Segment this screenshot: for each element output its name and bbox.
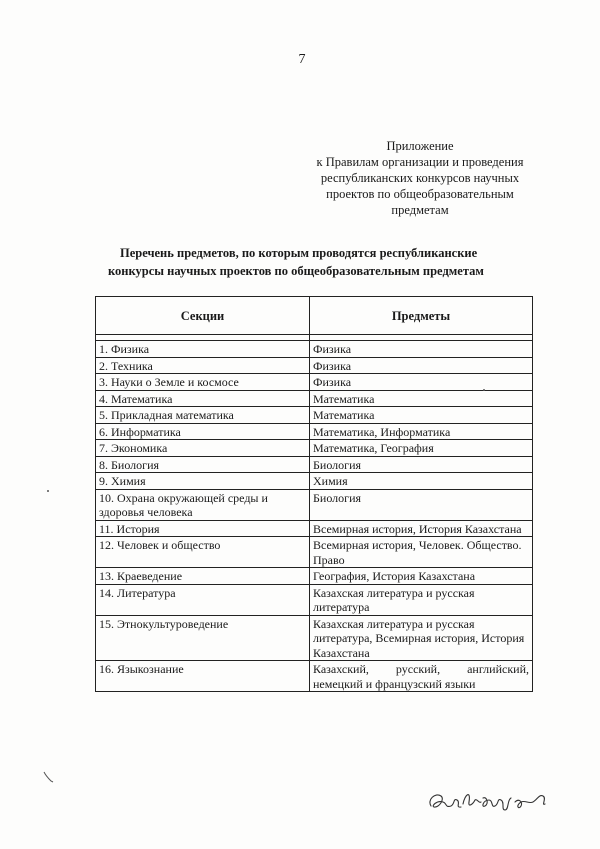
section-cell: 13. Краеведение [96, 568, 310, 585]
table-row [96, 341, 533, 358]
table-row [96, 390, 533, 407]
subjects-cell: Математика, Информатика [310, 423, 533, 440]
subjects-cell: География, История Казахстана [310, 568, 533, 585]
document-heading [60, 244, 560, 280]
table-header-row [96, 297, 533, 335]
subjects-cell: Биология [310, 489, 533, 520]
table-row [96, 520, 533, 537]
scan-dot [47, 490, 49, 492]
subjects-cell: Физика [310, 341, 533, 358]
table-row [96, 584, 533, 615]
table-row [96, 456, 533, 473]
appendix-note [290, 138, 550, 218]
subjects-cell: Физика [310, 357, 533, 374]
subjects-cell: Казахская литература и русская литература [310, 584, 533, 615]
scan-dot [483, 389, 485, 391]
table-row [96, 615, 533, 661]
appendix-line: к Правилам организации и проведения [316, 155, 524, 169]
table-row [96, 423, 533, 440]
section-cell: 4. Математика [96, 390, 310, 407]
subjects-cell: Математика [310, 390, 533, 407]
table-row [96, 357, 533, 374]
heading-line: Перечень предметов, по которым проводятся республиканские [120, 246, 478, 260]
section-cell: 8. Биология [96, 456, 310, 473]
column-header-subjects: Предметы [310, 297, 533, 335]
subjects-cell: Всемирная история, Человек. Общество. Право [310, 537, 533, 568]
subjects-cell: Казахский, русский, английский, немецкий и французский языки [310, 661, 533, 692]
table-row [96, 568, 533, 585]
subjects-cell: Математика, География [310, 440, 533, 457]
section-cell: 11. История [96, 520, 310, 537]
scan-mark [42, 770, 56, 784]
table-row [96, 473, 533, 490]
section-cell: 9. Химия [96, 473, 310, 490]
subjects-table [95, 296, 533, 692]
appendix-line: проектов по общеобразовательным [326, 187, 514, 201]
subjects-cell: Биология [310, 456, 533, 473]
table-row [96, 661, 533, 692]
subjects-cell: Казахская литература и русская литература, Всемирная история, История Казахстана [310, 615, 533, 661]
heading-line: конкурсы научных проектов по общеобразовательным предметам [108, 264, 484, 278]
appendix-line: предметам [391, 203, 449, 217]
appendix-line: Приложение [386, 139, 454, 153]
page-number: 7 [298, 52, 306, 67]
table-row [96, 407, 533, 424]
section-cell: 3. Науки о Земле и космосе [96, 374, 310, 391]
section-cell: 2. Техника [96, 357, 310, 374]
table-row [96, 440, 533, 457]
subjects-cell: Физика [310, 374, 533, 391]
table-row [96, 537, 533, 568]
section-cell: 12. Человек и общество [96, 537, 310, 568]
section-cell: 16. Языкознание [96, 661, 310, 692]
section-cell: 15. Этнокультуроведение [96, 615, 310, 661]
subjects-cell: Математика [310, 407, 533, 424]
section-cell: 6. Информатика [96, 423, 310, 440]
appendix-line: республиканских конкурсов научных [320, 171, 520, 185]
section-cell: 7. Экономика [96, 440, 310, 457]
section-cell: 1. Физика [96, 341, 310, 358]
table-row [96, 489, 533, 520]
handwritten-signature [425, 780, 555, 820]
subjects-cell: Всемирная история, История Казахстана [310, 520, 533, 537]
column-header-sections: Секции [96, 297, 310, 335]
section-cell: 14. Литература [96, 584, 310, 615]
section-cell: 10. Охрана окружающей среды и здоровья человека [96, 489, 310, 520]
table-row [96, 374, 533, 391]
subjects-cell: Химия [310, 473, 533, 490]
section-cell: 5. Прикладная математика [96, 407, 310, 424]
